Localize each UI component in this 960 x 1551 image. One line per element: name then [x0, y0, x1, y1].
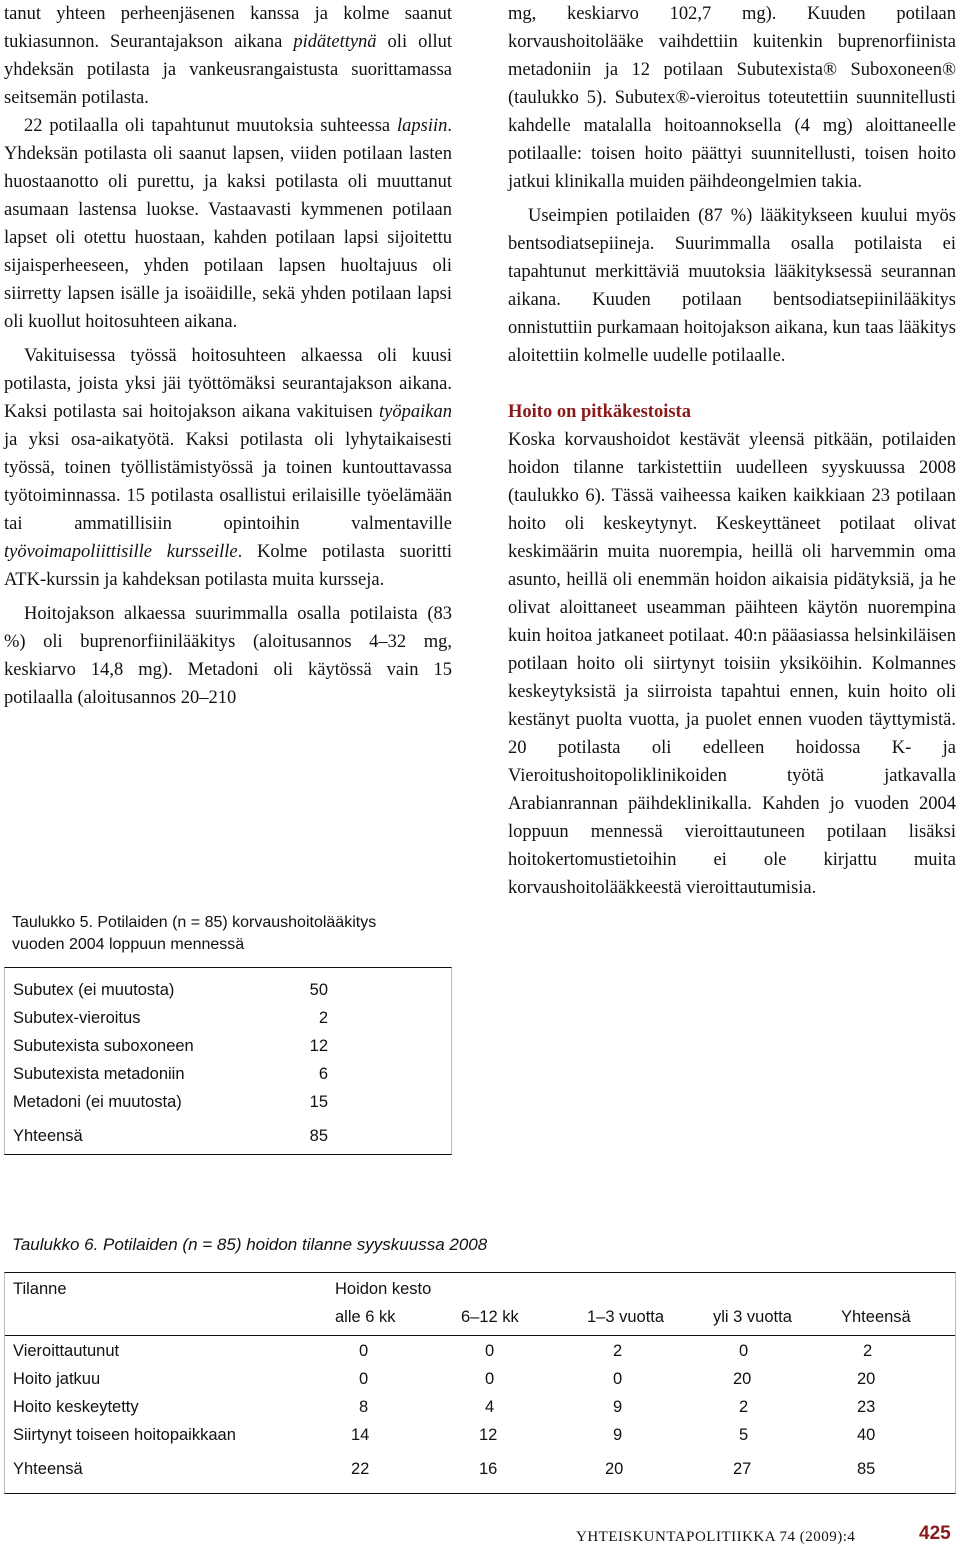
emphasis: työvoimapoliittisille kursseille — [4, 542, 238, 562]
table6-column-header: yli 3 vuotta — [713, 1308, 792, 1326]
table6-cell: 2 — [739, 1398, 749, 1416]
left-paragraph-2 — [4, 112, 452, 336]
left-column — [4, 0, 452, 712]
table5-row-label: Subutex (ei muutosta) — [13, 981, 175, 999]
left-paragraph-1 — [4, 0, 452, 112]
right-paragraph-2: Useimpien potilaiden (87 %) lääkitykseen kuului myös bentsodiatsepiineja. Suurimmalla osalla potilaista ei tapahtunut merkittäviä muutoksia lääkityksessä seurannan aikana. Kuuden potilaan bentsodiatsepiinilääkitys onnistuttiin purkamaan hoitojakson aikana, kun taas lääkitys aloitettiin kolmelle uudelle potilaalle. — [508, 206, 956, 366]
table6-cell: 20 — [857, 1370, 876, 1388]
table6-header-rule — [5, 1335, 955, 1336]
table5-row-value: 50 — [309, 981, 328, 999]
table5-row-label: Metadoni (ei muutosta) — [13, 1093, 182, 1111]
table5-row-value: 12 — [309, 1037, 328, 1055]
table6-cell: 0 — [485, 1370, 495, 1388]
table5-row-label: Subutexista suboxoneen — [13, 1037, 194, 1055]
emphasis: pidätettynä — [293, 32, 377, 52]
table6-column-header: 1–3 vuotta — [587, 1308, 665, 1326]
emphasis: työpaikan — [379, 402, 452, 422]
table6-cell: 23 — [857, 1398, 876, 1416]
text: 22 potilaalla oli tapahtunut muutoksia suhteessa — [24, 116, 397, 136]
table6-cell: 5 — [739, 1426, 749, 1444]
table6-total-cell: 85 — [857, 1460, 876, 1478]
table6-total-label: Yhteensä — [13, 1460, 83, 1478]
table5-row — [13, 1088, 328, 1116]
table6-cell: 0 — [359, 1342, 369, 1360]
table5-caption-line1: Taulukko 5. Potilaiden (n = 85) korvaushoitolääkitys — [12, 914, 377, 931]
table6-row-label: Hoito keskeytetty — [13, 1398, 139, 1416]
table6-cell: 8 — [359, 1398, 369, 1416]
text: oli ollut yhdeksän potilasta ja vankeusrangaistusta suorittamassa seitsemän potilasta. — [4, 32, 452, 108]
table6-header-duration: Hoidon kesto — [335, 1280, 432, 1298]
table6-cell: 4 — [485, 1398, 495, 1416]
table6-row-label: Hoito jatkuu — [13, 1370, 101, 1388]
table6-cell: 0 — [485, 1342, 495, 1360]
table5-row — [13, 1032, 328, 1060]
table6-cell: 2 — [613, 1342, 623, 1360]
table6-header-situation: Tilanne — [13, 1280, 67, 1298]
table6-total-cell: 16 — [479, 1460, 498, 1478]
table5-row-value: 6 — [318, 1065, 328, 1083]
page-number: 425 — [919, 1523, 951, 1544]
table6-total-cell: 27 — [733, 1460, 752, 1478]
table6-cell: 12 — [479, 1426, 498, 1444]
table6-cell: 40 — [857, 1426, 876, 1444]
table6-cell: 0 — [359, 1370, 369, 1388]
table5-total-row — [13, 1122, 328, 1150]
text: Vakituisessa työssä hoitosuhteen alkaessa oli kuusi potilasta, joista yksi jäi työttömäksi seurantajakson aikana. Kaksi potilasta sai hoitojakson aikana vakituisen — [4, 346, 452, 422]
table6-column-header: alle 6 kk — [335, 1308, 396, 1326]
text: . Kolme potilasta suoritti ATK-kurssin ja kahdeksan potilasta muita kursseja. — [4, 542, 453, 590]
section-heading: Hoito on pitkäkestoista — [508, 402, 691, 422]
text: tanut yhteen perheenjäsenen kanssa ja kolme saanut tukiasunnon. Seurantajakson aikana — [4, 4, 452, 52]
table6-cell: 0 — [613, 1370, 623, 1388]
table6-column-header: Yhteensä — [841, 1308, 911, 1326]
table5-caption — [12, 912, 462, 956]
table5-row-label: Subutexista metadoniin — [13, 1065, 185, 1083]
emphasis: lapsiin — [397, 116, 448, 136]
text: ja yksi osa-aikatyötä. Kaksi potilasta oli lyhytaikaisesti työssä, toinen työllistämistyössä ja toinen kuntouttavassa työtoiminnassa. 15 potilasta osallistui erilaisille työelämään tai ammatillisiin opintoihin valmentaville — [4, 430, 452, 534]
table6-total-cell: 20 — [605, 1460, 624, 1478]
table5 — [4, 967, 452, 1155]
text: . Yhdeksän potilasta oli saanut lapsen, viiden potilaan lasten huostaanotto oli purettu, ja kaksi potilasta oli muuttanut asumaan lastensa luokse. Vastaavasti kymmenen potilaan lapset oli otettu huostaan, kahden potilaan lapsi sijoitettu sijaisperheeseen, yhden potilaan lapsen huoltajuus oli siirretty lapsen isälle ja isoäidille, sekä yhden potilaan lapsi oli kuollut hoitosuhteen aikana. — [4, 116, 452, 332]
right-paragraph-3: Koska korvaushoidot kestävät yleensä pitkään, potilaiden hoidon tilanne tarkistettiin uudelleen syyskuussa 2008 (taulukko 6). Tässä vaiheessa kaiken kaikkiaan 23 potilaan hoito oli keskeytynyt. Keskeyttäneet potilaat olivat keskimäärin muita nuorempia, heillä oli harvemmin oma asunto, heillä oli enemmän hoidon aikaisia pidätyksiä, ja he olivat aloittaneet useamman päihteen käytön nuorempina kuin hoitoa jatkaneet potilaat. 40:n pääasiassa helsinkiläisen potilaan hoito oli siirtynyt toisiin yksiköihin. Kolmannes keskeytyksistä ja siirroista tapahtui ennen, kuin hoito oli kestänyt puolta vuotta, ja puolet ennen vuoden täyttymistä. 20 potilasta oli edelleen hoidossa K- ja Vieroitushoitopoliklinikoiden työtä jatkavalla Arabianrannan päihdeklinikalla. Kahden jo vuoden 2004 loppuun mennessä vieroittautuneen potilaan lisäksi hoitokertomustietoihin ei ole kirjattu muita korvaushoitolääkkeestä vieroittautumisia. — [508, 430, 956, 898]
table5-row-value: 2 — [318, 1009, 328, 1027]
table6-cell: 9 — [613, 1398, 623, 1416]
table6-cell: 14 — [351, 1426, 370, 1444]
table6 — [4, 1272, 956, 1494]
table5-total-label: Yhteensä — [13, 1127, 83, 1145]
table6-caption: Taulukko 6. Potilaiden (n = 85) hoidon tilanne syyskuussa 2008 — [12, 1235, 488, 1254]
table6-cell: 2 — [863, 1342, 873, 1360]
table6-cell: 9 — [613, 1426, 623, 1444]
table6-cell: 0 — [739, 1342, 749, 1360]
table6-row-label: Vieroittautunut — [13, 1342, 120, 1360]
right-column — [508, 0, 956, 902]
table6-cell: 20 — [733, 1370, 752, 1388]
table5-caption-line2: vuoden 2004 loppuun mennessä — [12, 936, 245, 953]
journal-name: YHTEISKUNTAPOLITIIKKA 74 (2009):4 — [576, 1529, 856, 1545]
table5-row — [13, 976, 328, 1004]
right-paragraph-1: mg, keskiarvo 102,7 mg). Kuuden potilaan korvaushoitolääke vaihdettiin kuitenkin buprenorfiinista metadoniin ja 12 potilaan Subutexista® Suboxoneen® (taulukko 5). Subutex®-vieroitus toteutettiin suunnitellusti kahdelle matalalla hoitoannoksella (4 mg) aloittaneelle potilaalle: toisen hoito päättyi suunnitellusti, toisen hoito jatkui klinikalla muiden päihdeongelmien takia. — [508, 4, 956, 192]
table6-row-label: Siirtynyt toiseen hoitopaikkaan — [13, 1426, 236, 1444]
table6-column-header: 6–12 kk — [461, 1308, 519, 1326]
table5-row-label: Subutex-vieroitus — [13, 1009, 141, 1027]
table5-row-value: 15 — [309, 1093, 328, 1111]
left-paragraph-3 — [4, 342, 452, 594]
table6-total-cell: 22 — [351, 1460, 370, 1478]
table5-row — [13, 1004, 328, 1032]
table5-row — [13, 1060, 328, 1088]
table5-total-value: 85 — [309, 1127, 328, 1145]
left-paragraph-4: Hoitojakson alkaessa suurimmalla osalla potilaista (83 %) oli buprenorfiinilääkitys (aloitusannos 4–32 mg, keskiarvo 14,8 mg). Metadoni oli käytössä vain 15 potilaalla (aloitusannos 20–210 — [4, 604, 452, 708]
